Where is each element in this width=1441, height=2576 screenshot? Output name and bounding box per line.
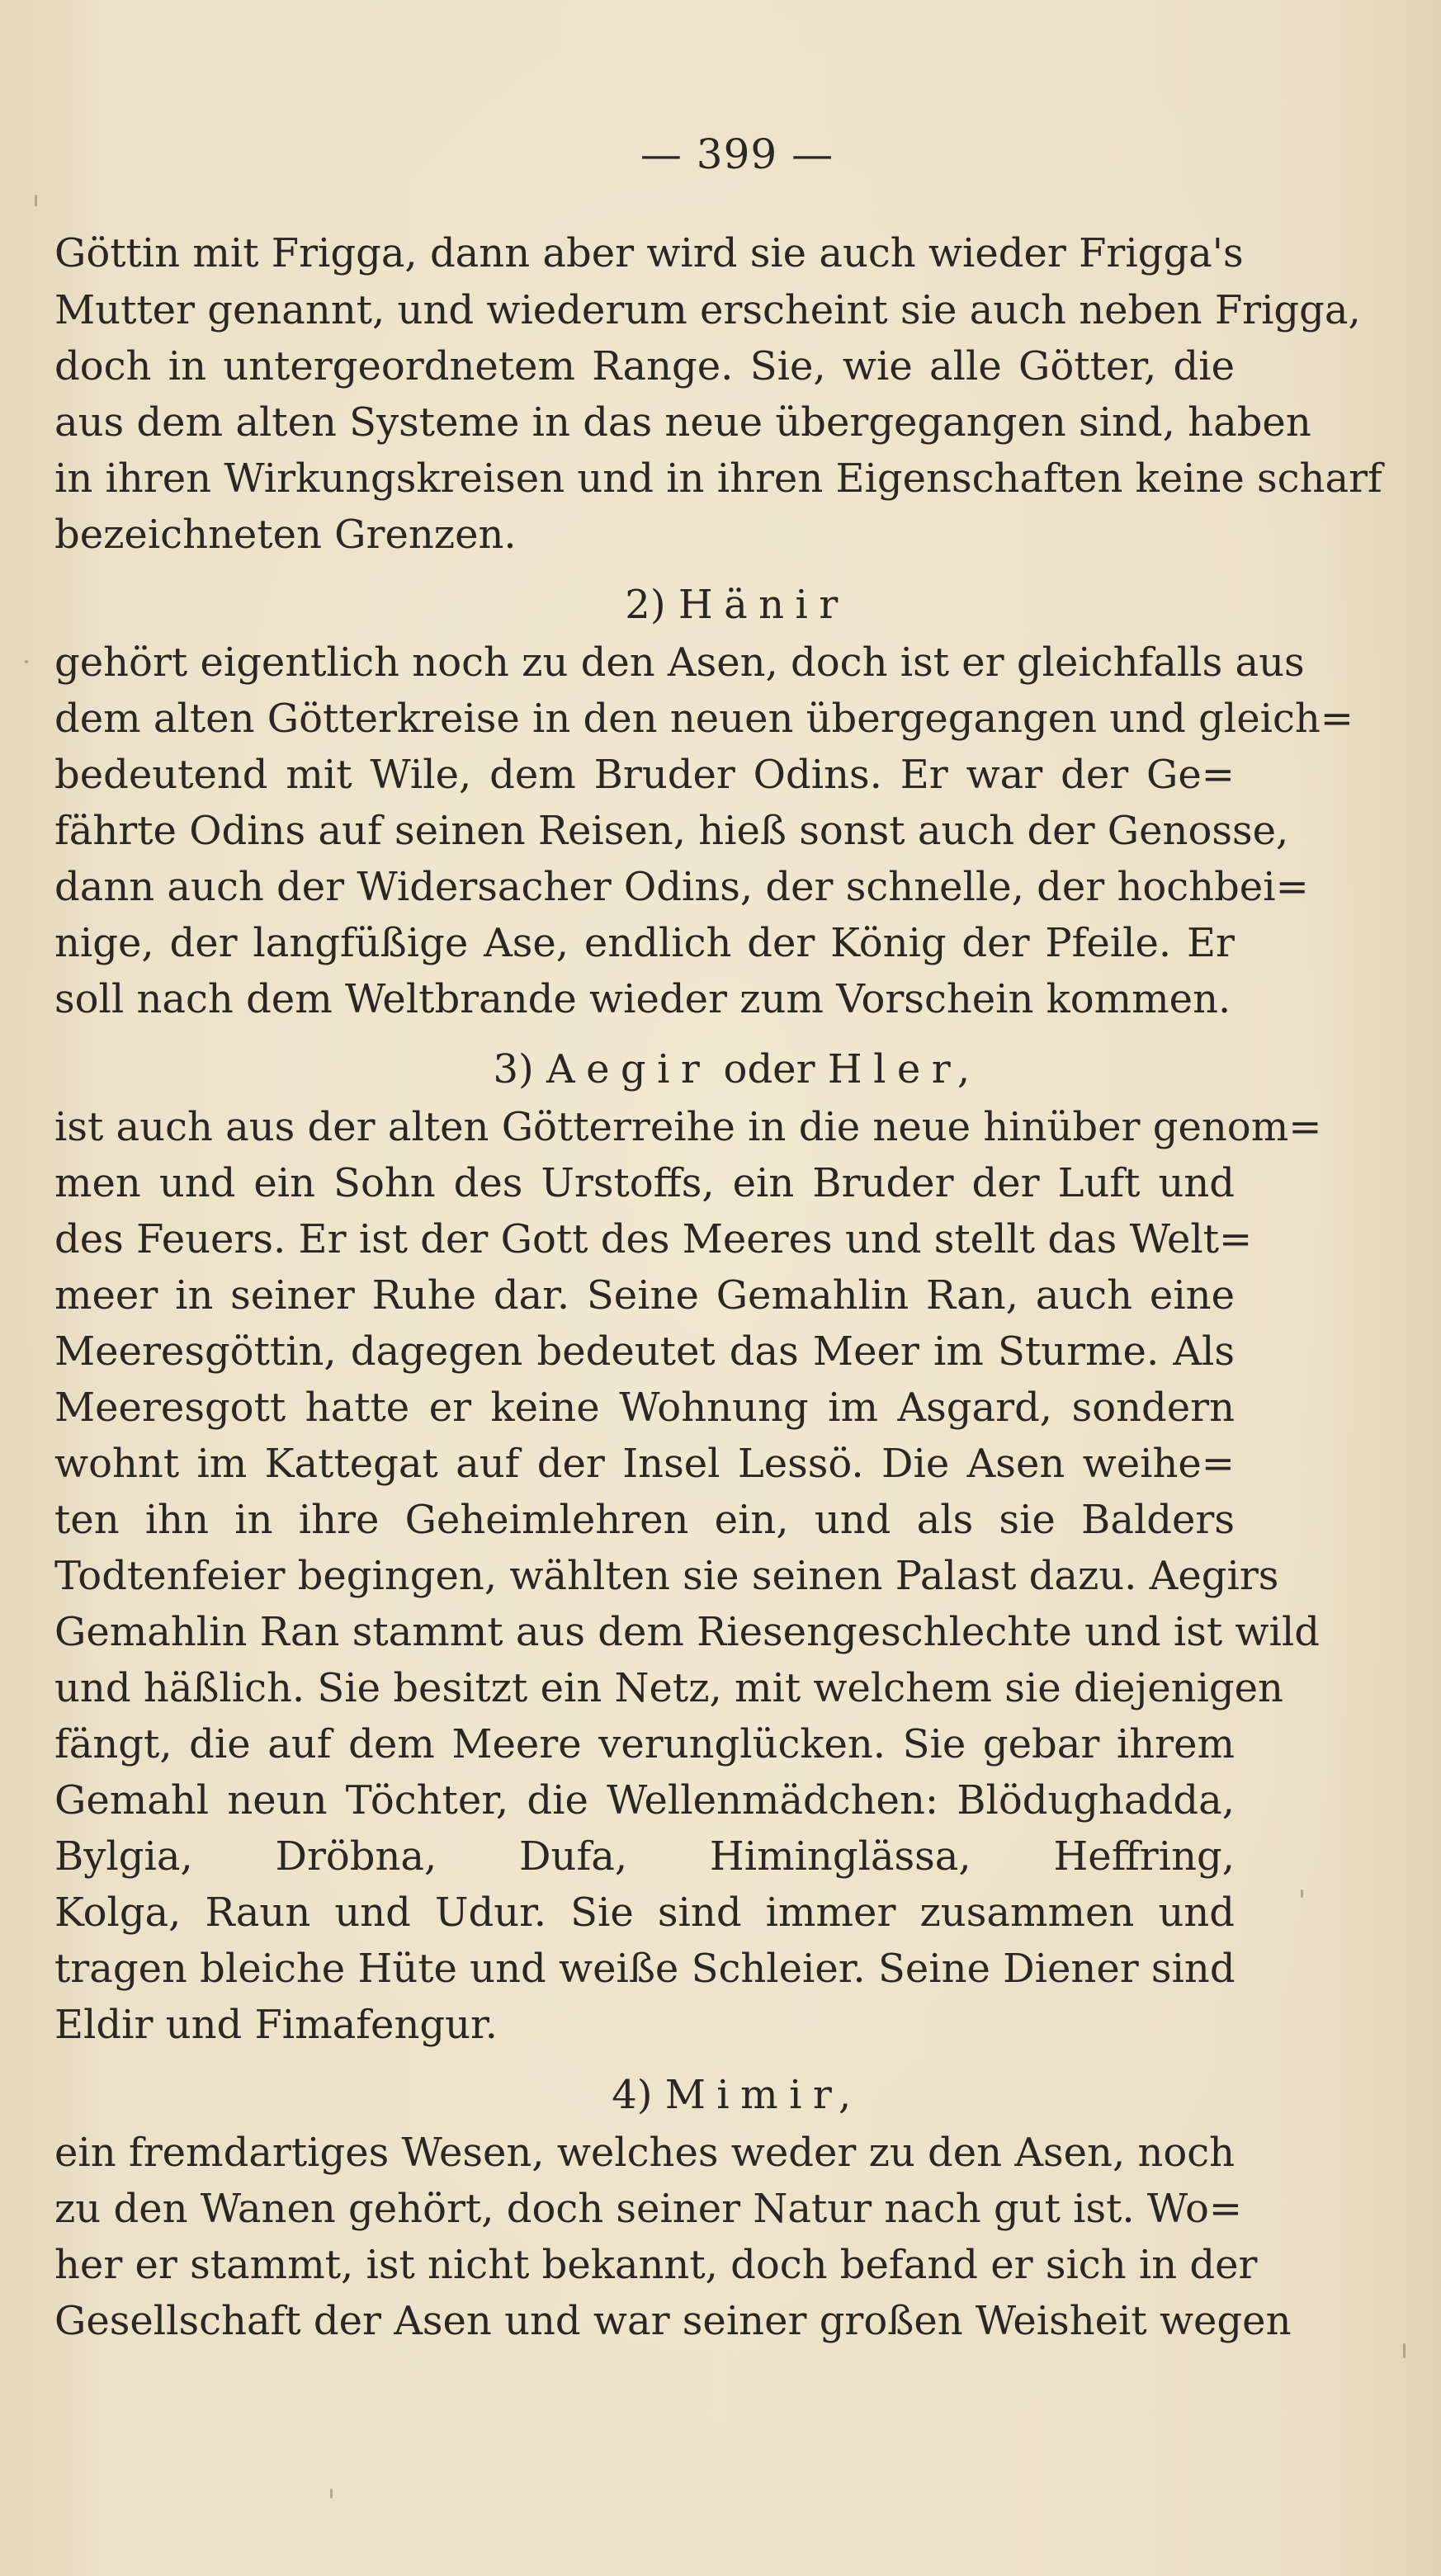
text-line: ist auch aus der alten Götterreihe in die neue hinüber genom= bbox=[54, 1104, 1322, 1150]
text-line: ten ihn in ihre Geheimlehren ein, und als sie Balders bbox=[54, 1497, 1235, 1543]
text-line: Eldir und Fimafengur. bbox=[54, 2002, 498, 2048]
paper-speck bbox=[1403, 2343, 1406, 2358]
text-line: des Feuers. Er ist der Gott des Meeres und stellt das Welt= bbox=[54, 1216, 1253, 1262]
text-line: Gemahl neun Töchter, die Wellenmädchen: Blödughadda, bbox=[54, 1777, 1235, 1823]
text-line: und häßlich. Sie besitzt ein Netz, mit welchem sie diejenigen bbox=[54, 1665, 1283, 1711]
text-line: meer in seiner Ruhe dar. Seine Gemahlin Ran, auch eine bbox=[54, 1272, 1235, 1319]
section-number: 4) bbox=[612, 2072, 653, 2118]
section-number: 3) bbox=[493, 1046, 534, 1092]
text-line: Meeresgott hatte er keine Wohnung im Asgard, sondern bbox=[54, 1385, 1235, 1431]
text-line: bedeutend mit Wile, dem Bruder Odins. Er war der Ge= bbox=[54, 752, 1235, 798]
text-line: aus dem alten Systeme in das neue übergegangen sind, haben bbox=[54, 399, 1311, 446]
section-number: 2) bbox=[625, 582, 666, 628]
text-line: Mutter genannt, und wiederum erscheint sie auch neben Frigga, bbox=[54, 287, 1361, 333]
text-line: Meeresgöttin, dagegen bedeutet das Meer im Sturme. Als bbox=[54, 1328, 1235, 1375]
text-line: ein fremdartiges Wesen, welches weder zu den Asen, noch bbox=[54, 2130, 1235, 2176]
deity-name: Aegir bbox=[546, 1046, 711, 1092]
deity-alt-name: Hler, bbox=[827, 1046, 981, 1092]
text-line: her er stammt, ist nicht bekannt, doch befand er sich in der bbox=[54, 2242, 1258, 2288]
page-number: — 399 — bbox=[640, 130, 834, 178]
paper-speck bbox=[25, 660, 28, 663]
text-line: Gemahlin Ran stammt aus dem Riesengeschlechte und ist wild bbox=[54, 1609, 1320, 1655]
text-line: Bylgia, Dröbna, Dufa, Himinglässa, Heffring, bbox=[54, 1833, 1235, 1880]
text-line: nige, der langfüßige Ase, endlich der König der Pfeile. Er bbox=[54, 920, 1235, 966]
text-line: wohnt im Kattegat auf der Insel Lessö. Die Asen weihe= bbox=[54, 1441, 1235, 1487]
text-line: Todtenfeier begingen, wählten sie seinen Palast dazu. Aegirs bbox=[54, 1553, 1279, 1599]
section-heading-mimir bbox=[0, 2070, 1441, 2120]
text-line: men und ein Sohn des Urstoffs, ein Bruder der Luft und bbox=[54, 1160, 1235, 1206]
text-line: Göttin mit Frigga, dann aber wird sie auch wieder Frigga's bbox=[54, 230, 1244, 276]
text-line: in ihren Wirkungskreisen und in ihren Eigenschaften keine scharf bbox=[54, 455, 1382, 502]
text-line: soll nach dem Weltbrande wieder zum Vorschein kommen. bbox=[54, 976, 1231, 1022]
text-line: tragen bleiche Hüte und weiße Schleier. Seine Diener sind bbox=[54, 1946, 1235, 1992]
text-line: Gesellschaft der Asen und war seiner großen Weisheit wegen bbox=[54, 2298, 1292, 2344]
paper-speck bbox=[330, 2489, 333, 2498]
deity-name: Mimir, bbox=[664, 2072, 862, 2118]
text-line: Kolga, Raun und Udur. Sie sind immer zusammen und bbox=[54, 1890, 1235, 1936]
deity-name: Hänir bbox=[678, 582, 849, 628]
text-line: bezeichneten Grenzen. bbox=[54, 512, 517, 558]
text-line: zu den Wanen gehört, doch seiner Natur nach gut ist. Wo= bbox=[54, 2186, 1243, 2232]
text-line: dann auch der Widersacher Odins, der schnelle, der hochbei= bbox=[54, 864, 1309, 910]
section-heading-aegir bbox=[0, 1045, 1441, 1094]
text-line: doch in untergeordnetem Range. Sie, wie alle Götter, die bbox=[54, 343, 1235, 389]
paper-speck bbox=[1301, 1890, 1303, 1898]
section-heading-haenir bbox=[0, 580, 1441, 630]
paper-speck bbox=[35, 195, 37, 206]
text-line: fährte Odins auf seinen Reisen, hieß sonst auch der Genosse, bbox=[54, 808, 1289, 854]
text-line: fängt, die auf dem Meere verunglücken. Sie gebar ihrem bbox=[54, 1721, 1235, 1767]
text-line: dem alten Götterkreise in den neuen übergegangen und gleich= bbox=[54, 696, 1354, 742]
heading-connector: oder bbox=[723, 1046, 815, 1092]
text-line: gehört eigentlich noch zu den Asen, doch ist er gleichfalls aus bbox=[54, 639, 1305, 686]
